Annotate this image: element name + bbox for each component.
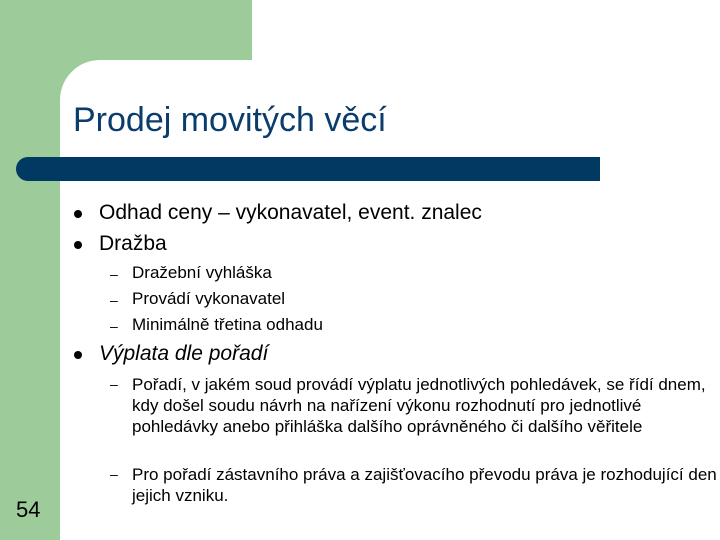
bullet-dot-icon xyxy=(74,351,82,359)
bullet-odhad-ceny: Odhad ceny – vykonavatel, event. znalec xyxy=(99,201,482,224)
sub-item-drazebni-vyhlaska: Dražební vyhláška xyxy=(132,263,272,282)
dash-icon: – xyxy=(110,318,118,334)
dash-icon: – xyxy=(110,466,118,482)
dash-icon: – xyxy=(110,292,118,308)
dash-icon: – xyxy=(110,376,118,392)
sub-item-poradi-zastavniho-prava: Pro pořadí zástavního práva a zajišťovacího převodu práva je rozhodující den jejich vzniku. xyxy=(132,465,717,505)
bullet-drazba: Dražba xyxy=(99,232,167,255)
sub-item-provadi-vykonavatel: Provádí vykonavatel xyxy=(132,289,286,308)
title-underline-bar xyxy=(16,157,600,181)
sub-item-minimalne-tretina: Minimálně třetina odhadu xyxy=(132,315,323,334)
dash-icon: – xyxy=(110,266,118,282)
slide-number: 54 xyxy=(16,497,41,522)
bullet-dot-icon xyxy=(74,241,82,249)
bullet-dot-icon xyxy=(74,210,82,218)
bullet-vyplata: Výplata dle pořadí xyxy=(99,342,269,365)
sub-item-poradi-vyplaty: Pořadí, v jakém soud provádí výplatu jednotlivých pohledávek, se řídí dnem, kdy došel soudu návrh na nařízení výkonu rozhodnutí pro jednotlivé pohledávky anebo přihláška dalšího oprávněného či dalšího věřitele xyxy=(132,375,706,436)
slide-title: Prodej movitých věcí xyxy=(73,101,387,139)
